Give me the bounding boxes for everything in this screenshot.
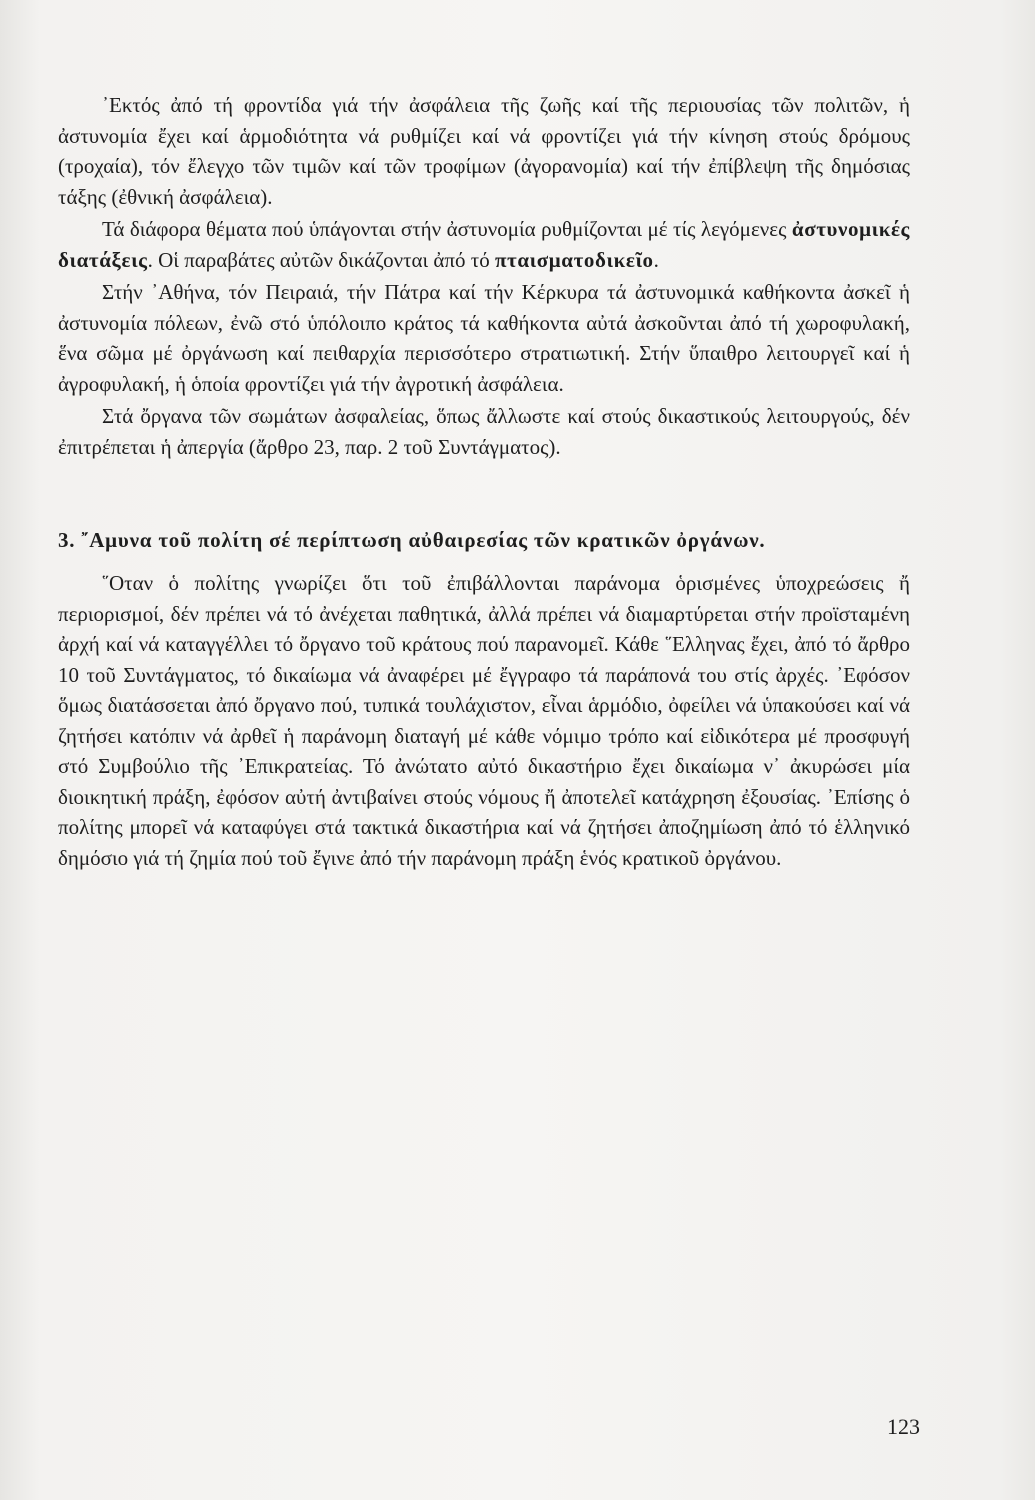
paragraph-citizen-defense: ῞Οταν ὁ πολίτης γνωρίζει ὅτι τοῦ ἐπιβάλλονται παράνομα ὁρισμένες ὑποχρεώσεις ἤ περιορισμοί, δέν πρέπει νά τό ἀνέχεται παθητικά, ἀλλά πρέπει νά διαμαρτύρεται στήν προϊσταμένη ἀρχή καί νά καταγγέλλει τό ὄργανο τοῦ κράτους πού παρανομεῖ. Κάθε ῞Ελληνας ἔχει, ἀπό τό ἄρθρο 10 τοῦ Συντάγματος, τό δικαίωμα νά ἀναφέρει μέ ἔγγραφο τά παράπονά του στίς ἀρχές. ᾿Εφόσον ὅμως διατάσσεται ἀπό ὄργανο πού, τυπικά τουλάχιστον, εἶναι ἁρμόδιο, ὀφείλει νά ὑπακούσει καί νά ζητήσει κατόπιν νά ἀρθεῖ ἡ παράνομη διαταγή μέ κάθε νόμιμο τρόπο καί εἰδικότερα μέ προσφυγή στό Συμβούλιο τῆς ᾿Επικρατείας. Τό ἀνώτατο αὐτό δικαστήριο ἔχει δικαίωμα ν᾿ ἀκυρώσει μία διοικητική πράξη, ἐφόσον αὐτή ἀντιβαίνει στούς νόμους ἤ ἀποτελεῖ κατάχρηση ἐξουσίας. ᾿Επίσης ὁ πολίτης μπορεῖ νά καταφύγει στά τακτικά δικαστήρια καί νά ζητήσει ἀποζημίωση ἀπό τό ἑλληνικό δημόσιο γιά τή ζημία πού τοῦ ἔγινε ἀπό τήν παράνομη πράξη ἑνός κρατικοῦ ὀργάνου. <box>58 571 910 870</box>
paragraph-police-bodies: Στήν ᾿Αθήνα, τόν Πειραιά, τήν Πάτρα καί τήν Κέρκυρα τά ἀστυνομικά καθήκοντα ἀσκεῖ ἡ ἀστυνομία πόλεων, ἐνῶ στό ὑπόλοιπο κράτος τά καθήκοντα αὐτά ἀσκοῦνται ἀπό τή χωροφυλακή, ἕνα σῶμα μέ ὀργάνωση καί πειθαρχία περισσότερο στρατιωτική. Στήν ὕπαιθρο λειτουργεῖ καί ἡ ἀγροφυλακή, ἡ ὁποία φροντίζει γιά τήν ἀγροτική ἀσφάλεια. <box>58 280 910 396</box>
paragraph-strike-prohibition: Στά ὄργανα τῶν σωμάτων ἀσφαλείας, ὅπως ἄλλωστε καί στούς δικαστικούς λειτουργούς, δέν ἐπιτρέπεται ἡ ἀπεργία (ἄρθρο 23, παρ. 2 τοῦ Συντάγματος). <box>58 404 910 459</box>
paragraph-police-regulations <box>58 214 910 275</box>
paragraph-police-duties: ᾿Εκτός ἀπό τή φροντίδα γιά τήν ἀσφάλεια τῆς ζωῆς καί τῆς περιουσίας τῶν πολιτῶν, ἡ ἀστυνομία ἔχει καί ἁρμοδιότητα νά ρυθμίζει καί νά φροντίζει γιά τήν κίνηση στούς δρόμους (τροχαία), τόν ἔλεγχο τῶν τιμῶν καί τῶν τροφίμων (ἀγορανομία) καί τήν ἐπίβλεψη τῆς δημόσιας τάξης (ἐθνική ἀσφάλεια). <box>58 93 910 209</box>
bold-term-police-court: πταισματοδικεῖο <box>494 247 654 272</box>
page-number: 123 <box>887 1414 920 1439</box>
paragraph-text: . <box>653 247 659 272</box>
section-heading: 3. ῎Αμυνα τοῦ πολίτη σέ περίπτωση αὐθαιρεσίας τῶν κρατικῶν ὀργάνων. <box>58 528 766 552</box>
paragraph-text: . Οἱ παραβάτες αὐτῶν δικάζονται ἀπό τό <box>147 247 495 272</box>
body-text <box>58 90 910 873</box>
bold-term-police-regulations: ἀστυνομικές διατάξεις <box>58 217 910 272</box>
paragraph-text: Τά διάφορα θέματα πού ὑπάγονται στήν ἀστυνομία ρυθμίζονται μέ τίς λεγόμενες <box>102 217 792 241</box>
